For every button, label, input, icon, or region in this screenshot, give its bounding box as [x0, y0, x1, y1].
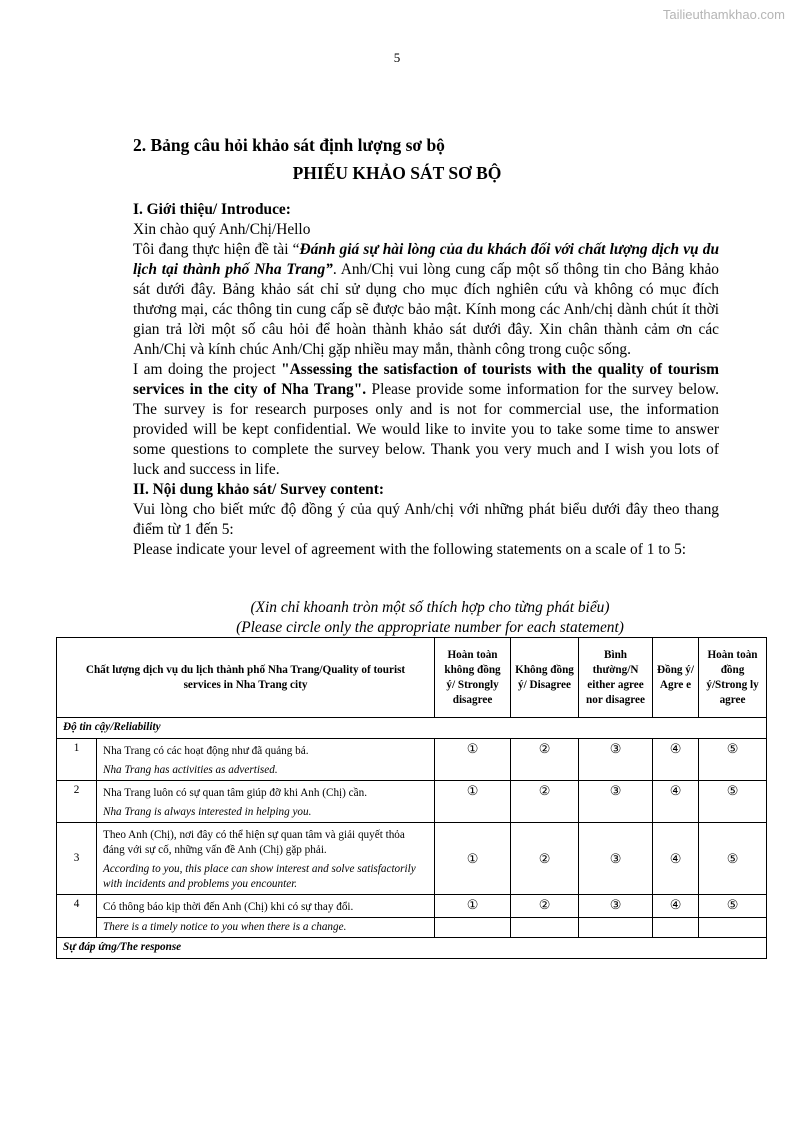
group-reliability: Độ tin cậy/Reliability — [57, 718, 767, 739]
statement-en: Nha Trang is always interested in helping you. — [97, 803, 435, 823]
option-4[interactable]: ④ — [653, 781, 699, 823]
item-number: 4 — [57, 895, 97, 938]
item-number: 1 — [57, 739, 97, 781]
scale-header-1: Hoàn toàn không đồng ý/ Strongly disagree — [435, 638, 511, 718]
option-4[interactable]: ④ — [653, 823, 699, 895]
empty-cell — [579, 918, 653, 938]
note-vi: (Xin chỉ khoanh tròn một số thích hợp cho từng phát biểu) — [250, 599, 610, 616]
intro-en-pre: I am doing the project — [133, 361, 282, 378]
section-heading: 2. Bảng câu hỏi khảo sát định lượng sơ bộ — [133, 135, 445, 155]
note-en: (Please circle only the appropriate number for each statement) — [236, 619, 624, 636]
intro-vi-paragraph — [133, 240, 719, 360]
intro-heading: I. Giới thiệu/ Introduce: — [133, 201, 291, 218]
option-2[interactable]: ② — [511, 739, 579, 781]
scale-header-5: Hoàn toàn đồng ý/Strong ly agree — [699, 638, 767, 718]
content-heading: II. Nội dung khảo sát/ Survey content: — [133, 481, 384, 498]
empty-cell — [435, 918, 511, 938]
empty-cell — [699, 918, 767, 938]
table-header-main: Chất lượng dịch vụ du lịch thành phố Nha Trang/Quality of tourist services in Nha Trang city — [57, 638, 435, 718]
greeting: Xin chào quý Anh/Chị/Hello — [133, 221, 311, 238]
option-2[interactable]: ② — [511, 781, 579, 823]
watermark: Tailieuthamkhao.com — [662, 7, 785, 22]
statement-vi: Có thông báo kịp thời đến Anh (Chị) khi có sự thay đổi. — [97, 895, 435, 918]
option-5[interactable]: ⑤ — [699, 895, 767, 918]
statement-vi: Theo Anh (Chị), nơi đây có thể hiện sự quan tâm và giải quyết thỏa đáng với sự cố, những vấn đề Anh (Chị) gặp phải. — [97, 823, 435, 861]
statement-en: Nha Trang has activities as advertised. — [97, 761, 435, 781]
survey-body — [133, 200, 719, 560]
intro-vi-topic: Đánh giá sự hài lòng của du khách đối với chất lượng dịch vụ du lịch tại thành phố Nha Trang” — [133, 241, 720, 278]
item-number: 2 — [57, 781, 97, 823]
statement-vi: Nha Trang có các hoạt động như đã quảng bá. — [97, 739, 435, 762]
intro-vi-post: . Anh/Chị vui lòng cung cấp một số thông tin cho Bảng khảo sát dưới đây. Bảng khảo sát chỉ sử dụng cho mục đích nghiên cứu và không có mục đích thương mại, các thông tin cung cấp sẽ được bảo mật. Kính mong các Anh/chị dành chút ít thời gian trả lời một số câu hỏi để hoàn thành khảo sát dưới đây. Xin chân thành cảm ơn các Anh/Chị và kính chúc Anh/Chị gặp nhiều may mắn, thành công trong cuộc sống. — [133, 261, 719, 358]
page-number: 5 — [393, 50, 401, 65]
intro-en-post: Please provide some information for the survey below. The survey is for research purposes only and is not for commercial use, the information provided will be kept confidential. We would like to invite you to take some time to answer some questions to complete the survey below. Thank you very much and I wish you lots of luck and success in life. — [133, 381, 719, 478]
statement-en: According to you, this place can show interest and solve satisfactorily with incidents and problems you encounter. — [97, 860, 435, 895]
option-2[interactable]: ② — [511, 895, 579, 918]
option-1[interactable]: ① — [435, 739, 511, 781]
option-1[interactable]: ① — [435, 781, 511, 823]
option-3[interactable]: ③ — [579, 781, 653, 823]
scale-header-2: Không đồng ý/ Disagree — [511, 638, 579, 718]
empty-cell — [653, 918, 699, 938]
option-1[interactable]: ① — [435, 895, 511, 918]
form-title: PHIẾU KHẢO SÁT SƠ BỘ — [292, 163, 502, 183]
table-row — [57, 895, 767, 918]
table-row — [57, 823, 767, 861]
option-3[interactable]: ③ — [579, 823, 653, 895]
scale-header-4: Đồng ý/ Agre e — [653, 638, 699, 718]
survey-table — [56, 637, 766, 959]
group-response: Sự đáp ứng/The response — [57, 938, 767, 959]
table-row — [57, 739, 767, 762]
option-1[interactable]: ① — [435, 823, 511, 895]
option-5[interactable]: ⑤ — [699, 739, 767, 781]
intro-vi-pre: Tôi đang thực hiện đề tài “ — [133, 241, 300, 258]
option-3[interactable]: ③ — [579, 895, 653, 918]
option-4[interactable]: ④ — [653, 895, 699, 918]
item-number: 3 — [57, 823, 97, 895]
statement-en: There is a timely notice to you when there is a change. — [97, 918, 435, 938]
option-5[interactable]: ⑤ — [699, 823, 767, 895]
option-4[interactable]: ④ — [653, 739, 699, 781]
statement-vi: Nha Trang luôn có sự quan tâm giúp đỡ khi Anh (Chị) cần. — [97, 781, 435, 804]
option-2[interactable]: ② — [511, 823, 579, 895]
scale-header-3: Bình thường/N either agree nor disagree — [579, 638, 653, 718]
empty-cell — [511, 918, 579, 938]
table-row — [57, 781, 767, 804]
option-5[interactable]: ⑤ — [699, 781, 767, 823]
vi-instruction: Vui lòng cho biết mức độ đồng ý của quý Anh/chị với những phát biểu dưới đây theo thang điểm từ 1 đến 5: — [133, 501, 719, 538]
intro-en-topic: "Assessing the satisfaction of tourists with the quality of tourism services in the city of Nha Trang". — [133, 361, 719, 398]
intro-en-paragraph — [133, 360, 719, 480]
en-instruction: Please indicate your level of agreement with the following statements on a scale of 1 to 5: — [133, 541, 687, 558]
option-3[interactable]: ③ — [579, 739, 653, 781]
